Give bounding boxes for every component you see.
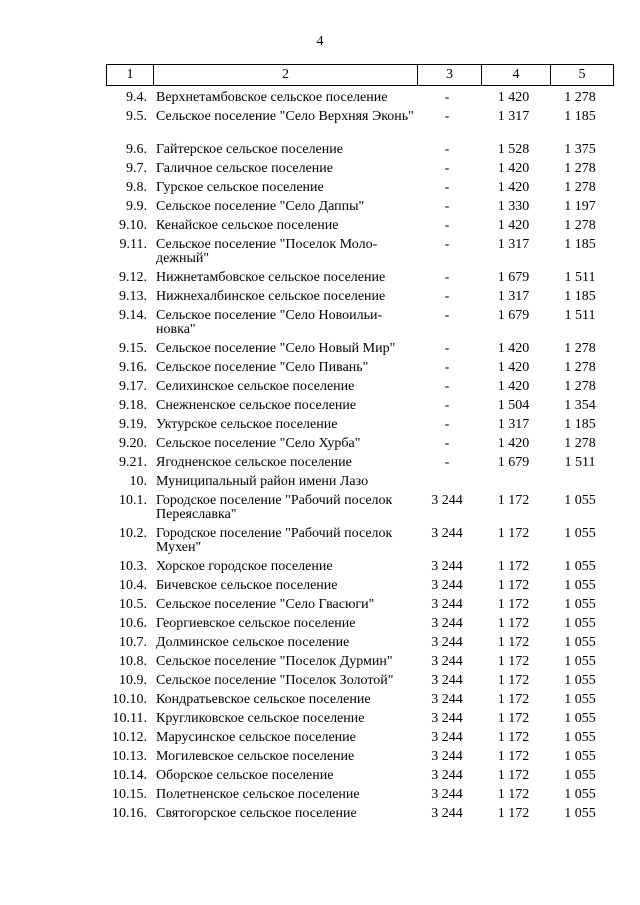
value-col-5: 1 055 (564, 493, 596, 508)
value-col-5: 1 278 (564, 436, 596, 451)
value-col-3: 3 244 (431, 493, 463, 508)
value-col-5: 1 278 (564, 90, 596, 105)
value-col-4: 1 420 (497, 379, 530, 394)
settlement-name: Сельское поселение "Село Хурба" (156, 436, 361, 451)
table-row (106, 105, 612, 138)
row-number: 9.16. (119, 360, 147, 375)
value-col-5: 1 197 (564, 199, 596, 214)
row-number: 9.18. (119, 398, 147, 413)
row-number: 9.8. (126, 180, 147, 195)
table-row (106, 593, 612, 612)
settlement-name: Нижнетамбовское сельское поселение (156, 270, 386, 285)
row-number: 9.20. (119, 436, 147, 451)
value-col-3: 3 244 (431, 787, 463, 802)
value-col-3: - (444, 161, 450, 176)
value-col-4: 1 420 (497, 436, 530, 451)
row-number: 10.16. (112, 806, 147, 821)
row-number: 10.11. (112, 711, 147, 726)
value-col-5: 1 511 (564, 455, 596, 470)
table-row (106, 764, 612, 783)
settlement-name: Городское поселение "Рабочий поселок Мухен" (156, 526, 393, 555)
value-col-4: 1 172 (497, 493, 530, 508)
value-col-4: 1 172 (497, 559, 530, 574)
settlement-name: Сельское поселение "Поселок Дурмин" (156, 654, 393, 669)
value-col-5: 1 354 (564, 398, 596, 413)
table-row (106, 176, 612, 195)
value-col-3: - (444, 436, 450, 451)
table-row (106, 195, 612, 214)
value-col-3: - (444, 218, 450, 233)
row-number: 9.5. (126, 109, 147, 124)
value-col-5: 1 185 (564, 109, 596, 124)
settlement-name: Оборское сельское поселение (156, 768, 334, 783)
table-row (106, 337, 612, 356)
table-row (106, 650, 612, 669)
settlement-name: Сельское поселение "Село Гвасюги" (156, 597, 375, 612)
settlement-name: Кондратьевское сельское поселение (156, 692, 371, 707)
settlement-name: Сельское поселение "Село Новый Мир" (156, 341, 396, 356)
table-row (106, 726, 612, 745)
value-col-5: 1 055 (564, 692, 596, 707)
value-col-3: - (444, 308, 450, 323)
value-col-5: 1 055 (564, 526, 596, 541)
value-col-3: - (444, 142, 450, 157)
value-col-4: 1 172 (497, 692, 530, 707)
value-col-4: 1 420 (497, 180, 530, 195)
row-number: 9.17. (119, 379, 147, 394)
value-col-5: 1 185 (564, 237, 596, 252)
table-row (106, 669, 612, 688)
row-number: 9.14. (119, 308, 147, 323)
settlement-name: Нижнехалбинское сельское поселение (156, 289, 386, 304)
table-row (106, 157, 612, 176)
table-row (106, 413, 612, 432)
value-col-3: 3 244 (431, 749, 463, 764)
value-col-4: 1 172 (497, 635, 530, 650)
row-number: 9.15. (119, 341, 147, 356)
table-row (106, 555, 612, 574)
value-col-4: 1 420 (497, 90, 530, 105)
value-col-3: - (444, 379, 450, 394)
value-col-3: - (444, 199, 450, 214)
value-col-4: 1 172 (497, 526, 530, 541)
column-header-2: 2 (154, 65, 418, 86)
table-row (106, 214, 612, 233)
value-col-4: 1 172 (497, 749, 530, 764)
table-row (106, 707, 612, 726)
value-col-5: 1 055 (564, 578, 596, 593)
value-col-5: 1 055 (564, 635, 596, 650)
value-col-4: 1 172 (497, 806, 530, 821)
value-col-4: 1 317 (497, 289, 530, 304)
settlement-name: Георгиевское сельское поселение (156, 616, 356, 631)
settlement-name: Галичное сельское поселение (156, 161, 333, 176)
row-number: 9.6. (126, 142, 147, 157)
value-col-5: 1 278 (564, 379, 596, 394)
settlement-name: Сельское поселение "Село Новоильи-новка" (156, 308, 383, 337)
column-header-4: 4 (482, 65, 551, 86)
table-body (106, 86, 612, 821)
value-col-4: 1 330 (497, 199, 530, 214)
value-col-4: 1 679 (497, 455, 530, 470)
value-col-3: 3 244 (431, 768, 463, 783)
settlement-name: Марусинское сельское поселение (156, 730, 356, 745)
column-header-row (107, 65, 614, 86)
value-col-5: 1 278 (564, 218, 596, 233)
value-col-3: 3 244 (431, 673, 463, 688)
table-row (106, 612, 612, 631)
table-row (106, 783, 612, 802)
value-col-3: 3 244 (431, 616, 463, 631)
value-col-4: 1 420 (497, 360, 530, 375)
settlement-name: Верхнетамбовское сельское поселение (156, 90, 388, 105)
row-number: 9.11. (119, 237, 147, 252)
table-row (106, 451, 612, 470)
table-row (106, 138, 612, 157)
row-number: 10.12. (112, 730, 147, 745)
settlement-name: Святогорское сельское поселение (156, 806, 357, 821)
table-row (106, 86, 612, 105)
value-col-4: 1 317 (497, 237, 530, 252)
value-col-5: 1 055 (564, 749, 596, 764)
value-col-5: 1 055 (564, 787, 596, 802)
value-col-3: - (444, 289, 450, 304)
settlement-name: Сельское поселение "Село Пивань" (156, 360, 369, 375)
table-row (106, 233, 612, 266)
row-number: 10.10. (112, 692, 147, 707)
value-col-5: 1 278 (564, 180, 596, 195)
settlement-name: Сельское поселение "Поселок Моло-дежный" (156, 237, 378, 266)
row-number: 9.9. (126, 199, 147, 214)
value-col-5: 1 185 (564, 417, 596, 432)
value-col-4: 1 679 (497, 270, 530, 285)
row-number: 9.13. (119, 289, 147, 304)
row-number: 10.9. (119, 673, 147, 688)
value-col-5: 1 278 (564, 341, 596, 356)
table-row (106, 432, 612, 451)
row-number: 10.15. (112, 787, 147, 802)
value-col-3: - (444, 237, 450, 252)
table-row (106, 688, 612, 707)
value-col-5: 1 055 (564, 768, 596, 783)
value-col-5: 1 055 (564, 654, 596, 669)
value-col-3: - (444, 270, 450, 285)
table-row (106, 802, 612, 821)
table-row (106, 394, 612, 413)
table-row (106, 285, 612, 304)
row-number: 10. (129, 474, 147, 489)
value-col-5: 1 375 (564, 142, 596, 157)
settlement-name: Хорское городское поселение (156, 559, 333, 574)
value-col-3: - (444, 455, 450, 470)
settlement-name: Полетненское сельское поселение (156, 787, 360, 802)
value-col-5: 1 055 (564, 711, 596, 726)
settlement-name: Ягодненское сельское поселение (156, 455, 352, 470)
table-row (106, 470, 612, 489)
settlement-name: Снежненское сельское поселение (156, 398, 357, 413)
value-col-3: - (444, 341, 450, 356)
value-col-5: 1 055 (564, 616, 596, 631)
settlement-name: Уктурское сельское поселение (156, 417, 338, 432)
settlement-name: Сельское поселение "Поселок Золотой" (156, 673, 394, 688)
row-number: 10.7. (119, 635, 147, 650)
table-row (106, 266, 612, 285)
column-header-5: 5 (551, 65, 614, 86)
settlement-name: Селихинское сельское поселение (156, 379, 355, 394)
value-col-4: 1 172 (497, 673, 530, 688)
value-col-4: 1 528 (497, 142, 530, 157)
settlement-name: Гурское сельское поселение (156, 180, 324, 195)
value-col-3: 3 244 (431, 692, 463, 707)
value-col-4: 1 317 (497, 417, 530, 432)
row-number: 10.5. (119, 597, 147, 612)
settlement-name: Кругликовское сельское поселение (156, 711, 365, 726)
value-col-3: - (444, 180, 450, 195)
settlement-name: Городское поселение "Рабочий поселок Переяславка" (156, 493, 393, 522)
row-number: 10.3. (119, 559, 147, 574)
row-number: 10.4. (119, 578, 147, 593)
value-col-5: 1 055 (564, 806, 596, 821)
value-col-3: - (444, 417, 450, 432)
column-header-3: 3 (418, 65, 482, 86)
row-number: 10.1. (119, 493, 147, 508)
row-number: 9.7. (126, 161, 147, 176)
table-row (106, 631, 612, 650)
value-col-3: 3 244 (431, 526, 463, 541)
value-col-4: 1 172 (497, 711, 530, 726)
row-number: 10.6. (119, 616, 147, 631)
value-col-3: 3 244 (431, 559, 463, 574)
row-number: 9.10. (119, 218, 147, 233)
settlement-name: Могилевское сельское поселение (156, 749, 355, 764)
value-col-5: 1 055 (564, 597, 596, 612)
value-col-4: 1 317 (497, 109, 530, 124)
row-number: 10.8. (119, 654, 147, 669)
value-col-5: 1 278 (564, 161, 596, 176)
value-col-3: 3 244 (431, 654, 463, 669)
value-col-4: 1 172 (497, 787, 530, 802)
value-col-4: 1 172 (497, 616, 530, 631)
column-header-1: 1 (107, 65, 154, 86)
value-col-3: - (444, 398, 450, 413)
row-number: 10.2. (119, 526, 147, 541)
value-col-5: 1 055 (564, 559, 596, 574)
value-col-3: 3 244 (431, 711, 463, 726)
row-number: 10.14. (112, 768, 147, 783)
value-col-4: 1 172 (497, 768, 530, 783)
value-col-4: 1 172 (497, 578, 530, 593)
table-row (106, 304, 612, 337)
column-header-table (106, 64, 614, 86)
value-col-3: 3 244 (431, 635, 463, 650)
row-number: 9.19. (119, 417, 147, 432)
value-col-3: 3 244 (431, 578, 463, 593)
value-col-4: 1 172 (497, 654, 530, 669)
row-number: 10.13. (112, 749, 147, 764)
value-col-4: 1 420 (497, 341, 530, 356)
value-col-4: 1 679 (497, 308, 530, 323)
settlement-name: Сельское поселение "Село Верхняя Эконь" (156, 109, 414, 124)
value-col-5: 1 185 (564, 289, 596, 304)
settlement-name: Сельское поселение "Село Даппы" (156, 199, 365, 214)
value-col-3: 3 244 (431, 730, 463, 745)
settlement-name: Гайтерское сельское поселение (156, 142, 343, 157)
value-col-5: 1 511 (564, 308, 596, 323)
table-row (106, 522, 612, 555)
settlement-name: Бичевское сельское поселение (156, 578, 338, 593)
row-number: 9.21. (119, 455, 147, 470)
value-col-3: - (444, 90, 450, 105)
value-col-4: 1 420 (497, 218, 530, 233)
value-col-3: 3 244 (431, 597, 463, 612)
table-row (106, 375, 612, 394)
table-row (106, 489, 612, 522)
value-col-3: - (444, 109, 450, 124)
value-col-3: - (444, 360, 450, 375)
row-number: 9.12. (119, 270, 147, 285)
page-number: 4 (316, 34, 324, 49)
value-col-5: 1 055 (564, 673, 596, 688)
value-col-5: 1 055 (564, 730, 596, 745)
value-col-4: 1 172 (497, 730, 530, 745)
table-row (106, 745, 612, 764)
value-col-4: 1 172 (497, 597, 530, 612)
settlement-name: Муниципальный район имени Лазо (156, 474, 369, 489)
table-row (106, 574, 612, 593)
table-row (106, 356, 612, 375)
value-col-4: 1 420 (497, 161, 530, 176)
settlement-name: Кенайское сельское поселение (156, 218, 339, 233)
settlement-name: Долминское сельское поселение (156, 635, 350, 650)
value-col-3: 3 244 (431, 806, 463, 821)
value-col-5: 1 278 (564, 360, 596, 375)
row-number: 9.4. (126, 90, 147, 105)
value-col-5: 1 511 (564, 270, 596, 285)
value-col-4: 1 504 (497, 398, 530, 413)
